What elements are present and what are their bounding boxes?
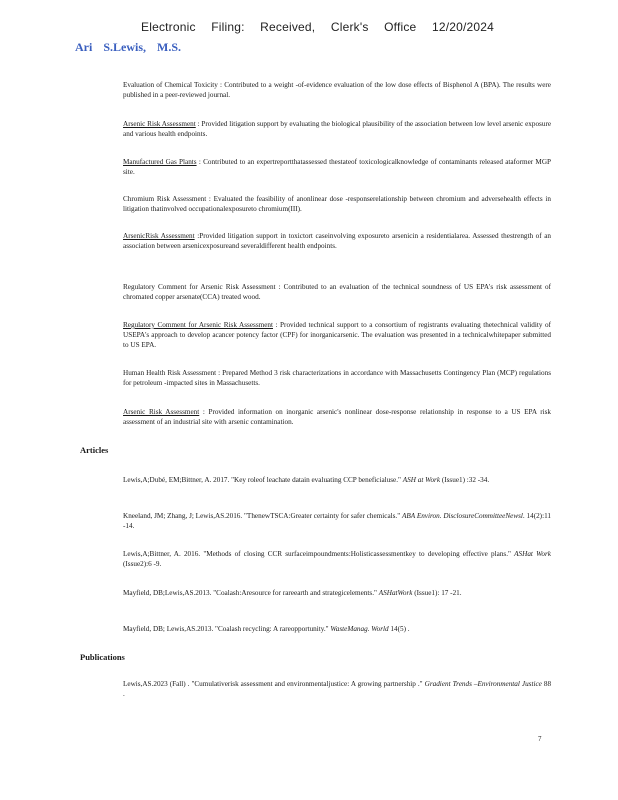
article-item: Kneeland, JM; Zhang, J; Lewis,AS.2016. "ThenewTSCA:Greater certainty for safer chemicals." ABA Environ. DisclosureCommitteeNewsl. 14(2):11 -14. xyxy=(123,512,551,530)
entry-arsenic-risk-1: Arsenic Risk Assessment : Provided litigation support by evaluating the biological plausibility of the association between low level arsenic exposure and various health endpoints. xyxy=(123,120,552,138)
entry-human-health-risk: Human Health Risk Assessment : Prepared Method 3 risk characterizations in accordance with Massachusetts Contingency Plan (MCP) regulations for petroleum -impacted sites in Massachusetts. xyxy=(123,369,551,387)
entry-regulatory-comment-cca: Regulatory Comment for Arsenic Risk Assessment : Contributed to an evaluation of the technical soundness of US EPA's risk assessment of chromated copper arsenate(CCA) treated wood. xyxy=(123,283,551,301)
entry-manufactured-gas-plants: Manufactured Gas Plants : Contributed to an expertreportthatassessed thestateof toxicologicalknowledge of contaminants released ataformer MGP site. xyxy=(123,158,552,176)
section-heading-articles: Articles xyxy=(80,445,109,455)
author-name: Ari S.Lewis, M.S. xyxy=(75,40,181,54)
entry-regulatory-comment-cpf: Regulatory Comment for Arsenic Risk Assessment : Provided technical support to a consortium of registrants evaluating thetechnical validity of USEPA's approach to develop acancer potency factor (CPF) for inorganicarsenic. The evaluation was presented in a technicalwhitepaper submitted to US EPA. xyxy=(123,321,551,349)
entry-arsenic-risk-2: ArsenicRisk Assessment :Provided litigation support in toxictort caseinvolving exposureto arsenicin a residentialarea. Assessed thestrength of an association between arsenicexposureand severaldifferent health endpoints. xyxy=(123,232,552,250)
article-item: Mayfield, DB; Lewis,AS.2013. "Coalash recycling: A rareopportunity." WasteManag. World 14(5) . xyxy=(123,625,410,633)
section-heading-publications: Publications xyxy=(80,652,125,662)
article-item: Lewis,A;Dubé, EM;Bittner, A. 2017. "Key roleof leachate datain evaluating CCP beneficialuse." ASH at Work (Issue1) :32 -34. xyxy=(123,476,490,484)
page-number: 7 xyxy=(538,735,542,743)
publication-item: Lewis,AS.2023 (Fall) . "Cumulativerisk assessment and environmentaljustice: A growing partnership ." Gradient Trends –Environmental Justice 88 . xyxy=(123,680,552,698)
entry-bpa-toxicity: Evaluation of Chemical Toxicity : Contributed to a weight -of-evidence evaluation of the low dose effects of Bisphenol A (BPA). The results were published in a peer-reviewed journal. xyxy=(123,81,551,99)
entry-arsenic-risk-3: Arsenic Risk Assessment : Provided information on inorganic arsenic's nonlinear dose-response relationship in response to a US EPA risk assessment of an industrial site with arsenic contamination. xyxy=(123,408,552,426)
article-item: Lewis,A;Bittner, A. 2016. "Methods of closing CCR surfaceimpoundments:Holisticassessmentkey to developing effective plans." ASHat Work (Issue2):6 -9. xyxy=(123,550,551,568)
electronic-filing-stamp: Electronic Filing: Received, Clerk's Office 12/20/2024 xyxy=(141,20,495,34)
article-item: Mayfield, DB;Lewis,AS.2013. "Coalash:Aresource for rareearth and strategicelements." ASHatWork (Issue1): 17 -21. xyxy=(123,589,462,597)
entry-chromium-risk: Chromium Risk Assessment : Evaluated the feasibility of anonlinear dose -responserelationship between chromium and adversehealth effects in litigation thatinvolved occupationalexposureto chromium(III). xyxy=(123,195,551,213)
